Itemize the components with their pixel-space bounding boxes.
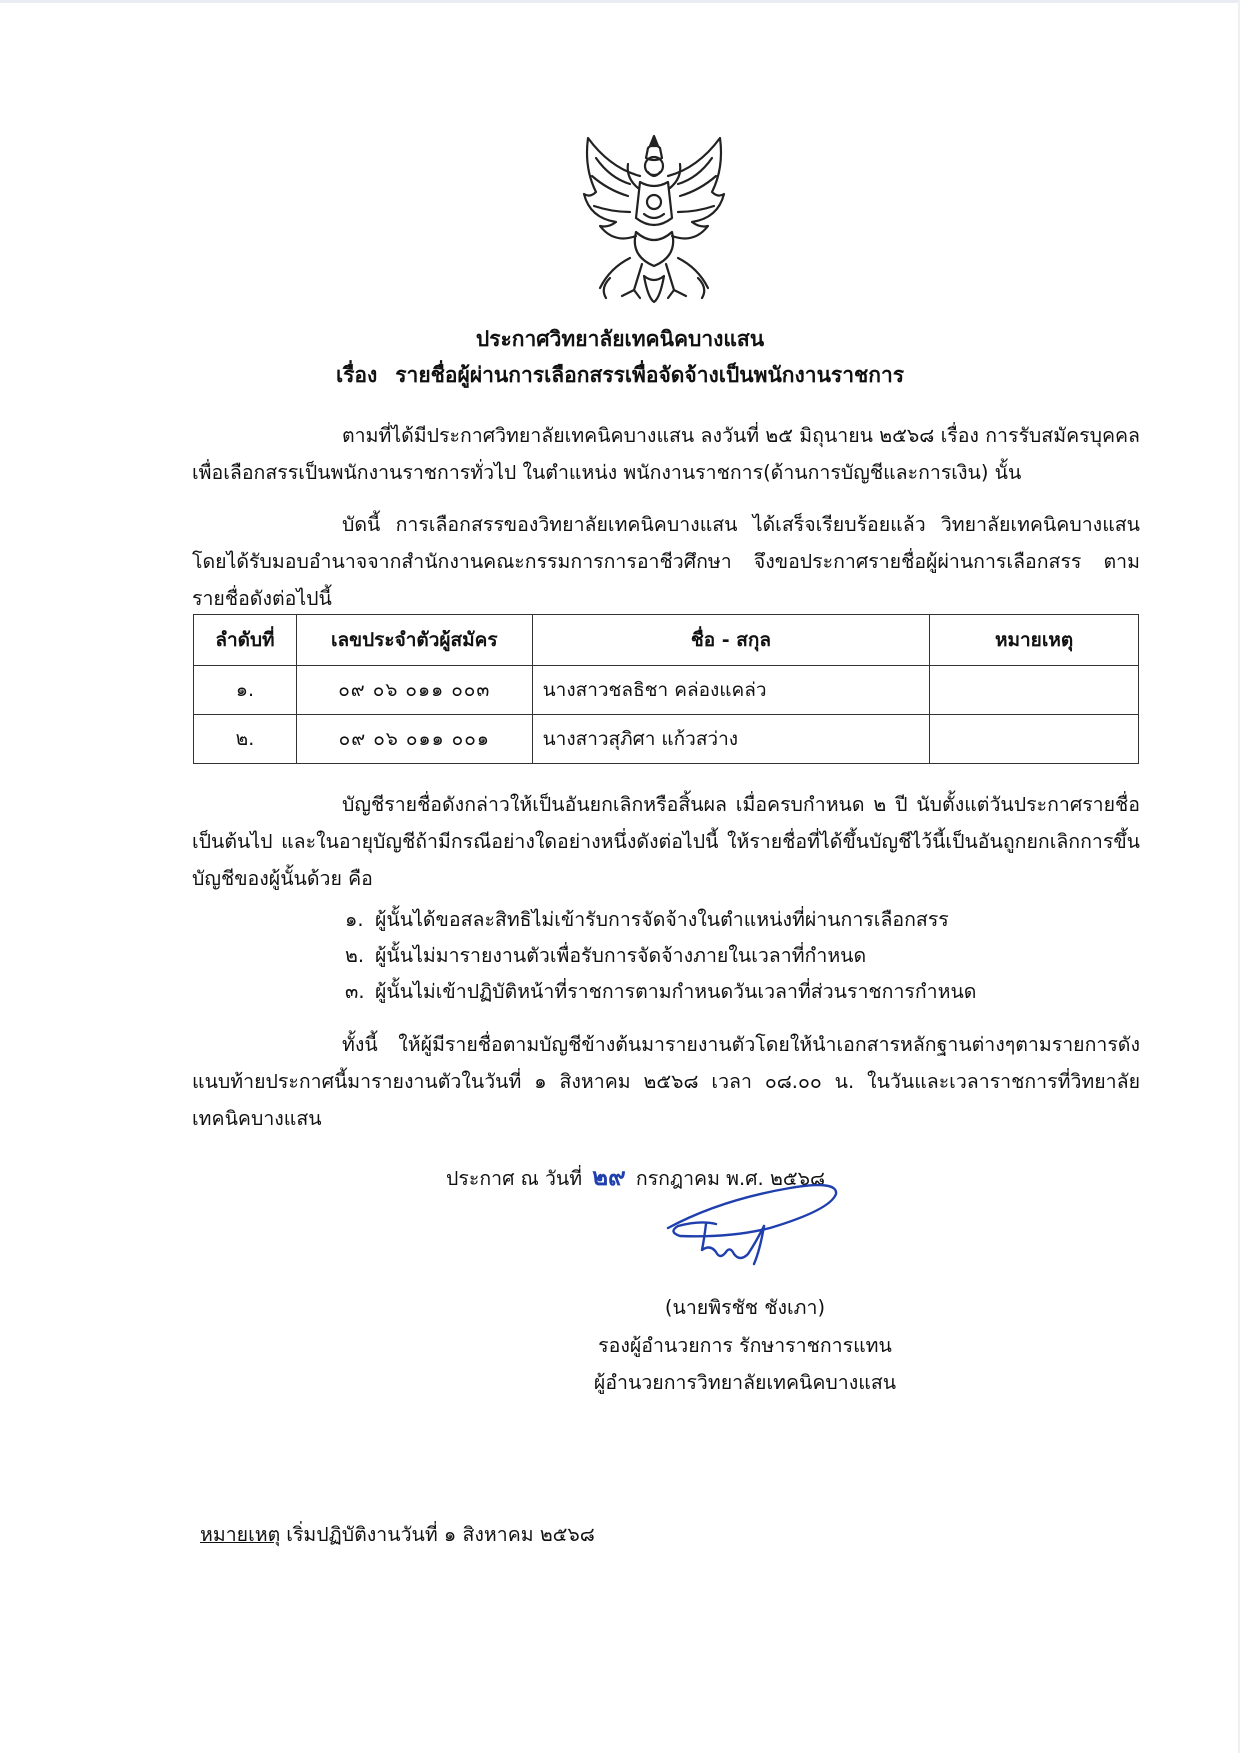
reporting-paragraph	[192, 1026, 1140, 1137]
list-item	[345, 902, 976, 938]
signer-position-acting: รองผู้อำนวยการ รักษาราชการแทน	[598, 1334, 892, 1357]
reporting-text: ทั้งนี้ ให้ผู้มีรายชื่อตามบัญชีข้างต้นมารายงานตัวโดยให้นำเอกสารหลักฐานต่างๆตามรายการดังแนบท้ายประกาศนี้มารายงานตัวในวันที่ ๑ สิงหาคม ๒๕๖๘ เวลา ๐๘.๐๐ น. ในวันและเวลาราชการที่วิทยาลัยเทคนิคบางแสน	[192, 1033, 1140, 1130]
condition-text: ผู้นั้นไม่มารายงานตัวเพื่อรับการจัดจ้างภายในเวลาที่กำหนด	[375, 944, 867, 967]
cell-order: ๒.	[194, 715, 297, 764]
condition-number: ๒.	[345, 944, 365, 967]
announcement-subject	[0, 359, 1240, 392]
table-header-row	[194, 615, 1139, 666]
result-text: บัดนี้ การเลือกสรรของวิทยาลัยเทคนิคบางแสน ได้เสร็จเรียบร้อยแล้ว วิทยาลัยเทคนิคบางแสน โดยได้รับมอบอำนาจจากสำนักงานคณะกรรมการการอาชีวศึกษา จึงขอประกาศรายชื่อผู้ผ่านการเลือกสรร ตามรายชื่อดังต่อไปนี้	[192, 513, 1140, 610]
announce-month-year: กรกฎาคม พ.ศ. ๒๕๖๘	[635, 1167, 825, 1190]
signer-position-director: ผู้อำนวยการวิทยาลัยเทคนิคบางแสน	[593, 1371, 897, 1394]
scan-edge-top	[0, 0, 1240, 3]
intro-text: ตามที่ได้มีประกาศวิทยาลัยเทคนิคบางแสน ลงวันที่ ๒๕ มิถุนายน ๒๕๖๘ เรื่อง การรับสมัครบุคคลเพื่อเลือกสรรเป็นพนักงานราชการทั่วไป ในตำแหน่ง พนักงานราชการ(ด้านการบัญชีและการเงิน) นั้น	[192, 424, 1140, 484]
garuda-emblem-icon	[570, 128, 738, 308]
cell-remark	[930, 666, 1139, 715]
col-header-applicant-id: เลขประจำตัวผู้สมัคร	[296, 615, 532, 666]
intro-paragraph	[192, 417, 1140, 491]
result-paragraph	[192, 506, 1140, 617]
announce-prefix: ประกาศ ณ วันที่	[446, 1167, 583, 1190]
announce-day: ๒๙	[592, 1163, 626, 1191]
cell-applicant-id: ๐๙ ๐๖ ๐๑๑ ๐๐๑	[296, 715, 532, 764]
cell-order: ๑.	[194, 666, 297, 715]
list-item	[345, 938, 976, 974]
table-row	[194, 715, 1139, 764]
col-header-order: ลำดับที่	[194, 615, 297, 666]
col-header-remark: หมายเหตุ	[930, 615, 1139, 666]
cell-fullname: นางสาวชลธิชา คล่องแคล่ว	[532, 666, 930, 715]
list-item	[345, 974, 976, 1010]
footnote	[200, 1519, 595, 1550]
footnote-text: เริ่มปฏิบัติงานวันที่ ๑ สิงหาคม ๒๕๖๘	[286, 1523, 595, 1546]
candidate-table	[193, 614, 1139, 764]
signer-name: (นายพิรชัช ชังเภา)	[664, 1296, 826, 1319]
condition-text: ผู้นั้นไม่เข้าปฏิบัติหน้าที่ราชการตามกำหนดวันเวลาที่ส่วนราชการกำหนด	[375, 980, 977, 1003]
cancellation-conditions	[345, 902, 976, 1010]
cell-remark	[930, 715, 1139, 764]
subject-text: รายชื่อผู้ผ่านการเลือกสรรเพื่อจัดจ้างเป็นพนักงานราชการ	[395, 363, 905, 387]
cell-applicant-id: ๐๙ ๐๖ ๐๑๑ ๐๐๓	[296, 666, 532, 715]
subject-label: เรื่อง	[335, 363, 378, 387]
col-header-fullname: ชื่อ - สกุล	[532, 615, 930, 666]
condition-number: ๑.	[345, 908, 364, 931]
handwritten-signature	[660, 1180, 850, 1280]
cell-fullname: นางสาวสุภิศา แก้วสว่าง	[532, 715, 930, 764]
condition-number: ๓.	[345, 980, 365, 1003]
announcement-title: ประกาศวิทยาลัยเทคนิคบางแสน	[475, 327, 765, 351]
validity-paragraph	[192, 786, 1140, 897]
footnote-label: หมายเหตุ	[200, 1523, 281, 1546]
validity-text: บัญชีรายชื่อดังกล่าวให้เป็นอันยกเลิกหรือสิ้นผล เมื่อครบกำหนด ๒ ปี นับตั้งแต่วันประกาศรายชื่อเป็นต้นไป และในอายุบัญชีถ้ามีกรณีอย่างใดอย่างหนึ่งดังต่อไปนี้ ให้รายชื่อที่ได้ขึ้นบัญชีไว้นี้เป็นอันถูกยกเลิกการขึ้นบัญชีของผู้นั้นด้วย คือ	[192, 793, 1140, 890]
condition-text: ผู้นั้นได้ขอสละสิทธิไม่เข้ารับการจัดจ้างในตำแหน่งที่ผ่านการเลือกสรร	[375, 908, 949, 931]
table-row	[194, 666, 1139, 715]
